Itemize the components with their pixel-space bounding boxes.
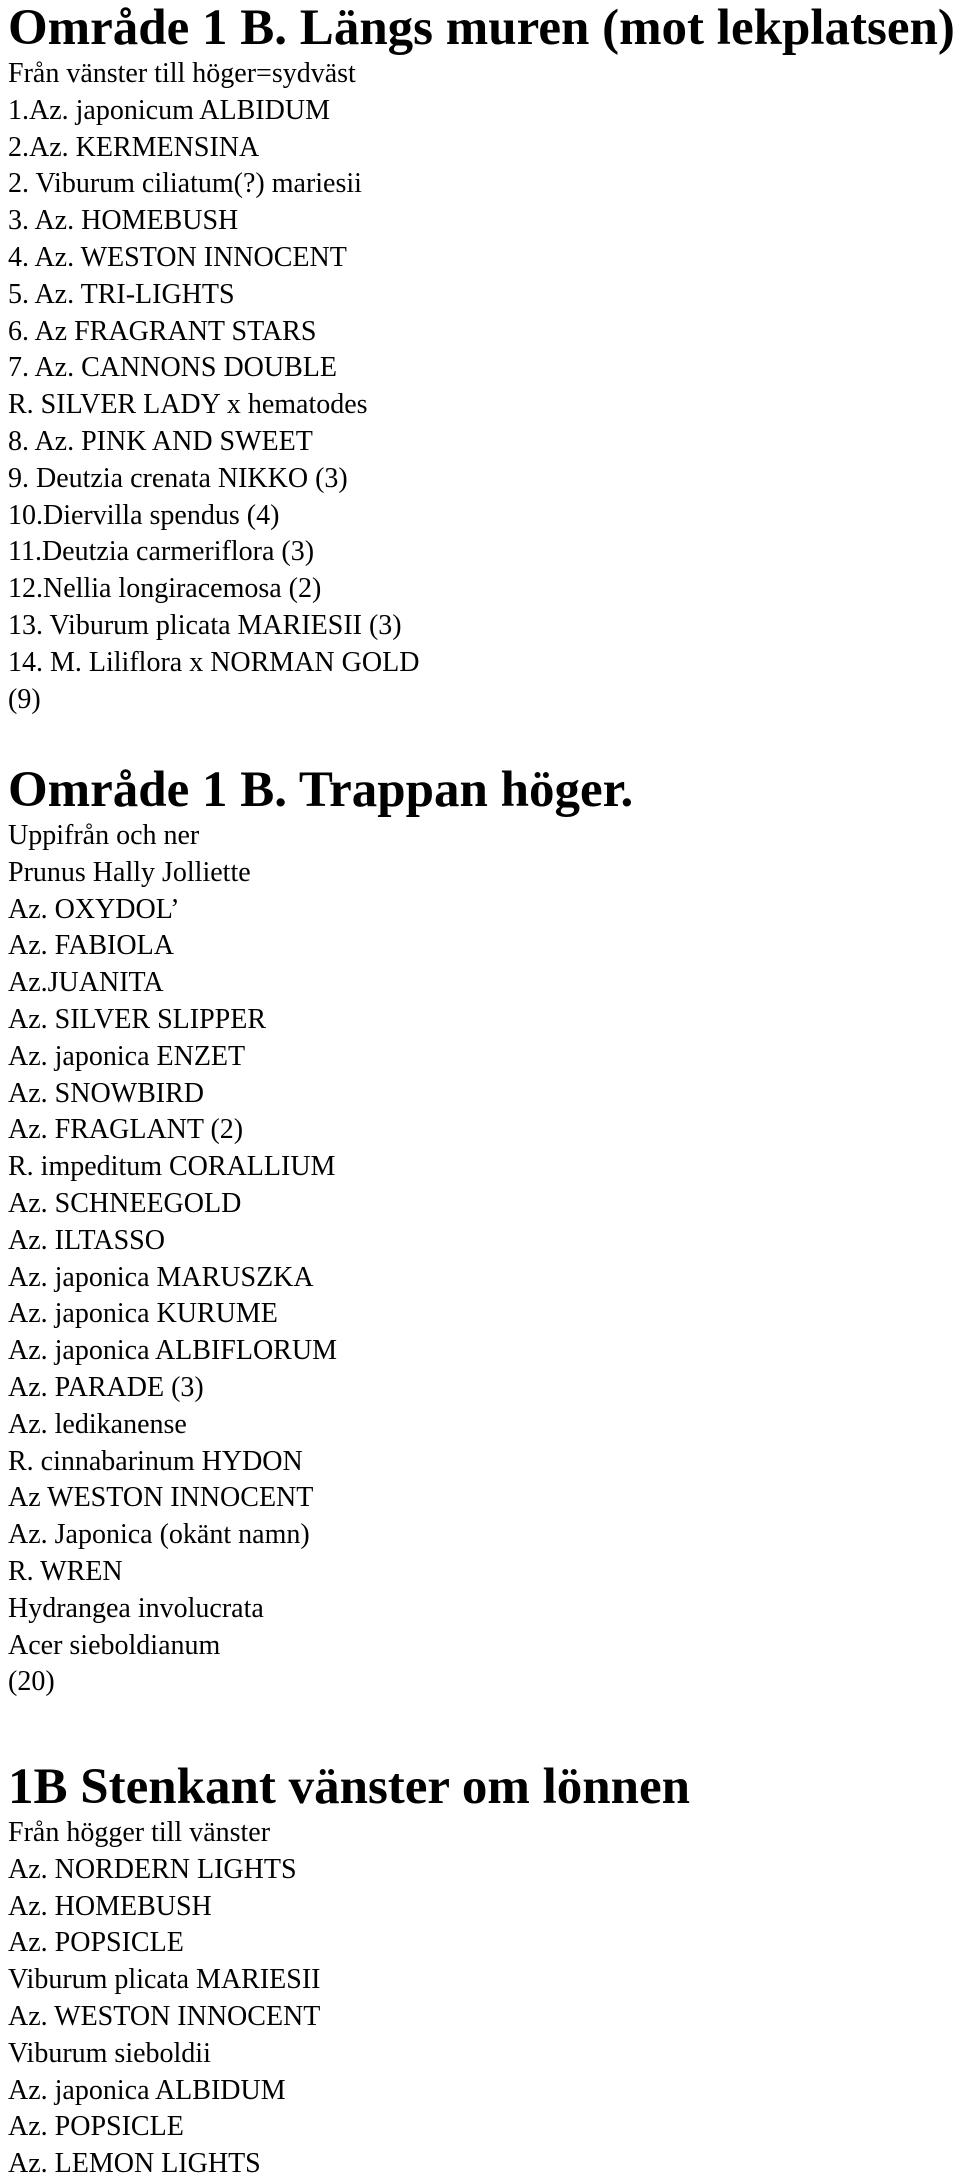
list-item: R. SILVER LADY x hematodes bbox=[8, 389, 368, 421]
list-item: 6. Az FRAGRANT STARS bbox=[8, 315, 317, 347]
list-item: Az. WESTON INNOCENT bbox=[8, 2000, 321, 2032]
list-item: Uppifrån och ner bbox=[8, 820, 200, 851]
list-item: Az. SNOWBIRD bbox=[8, 1077, 204, 1109]
list-item: 4. Az. WESTON INNOCENT bbox=[8, 241, 347, 273]
section-title: Område 1 B. Längs muren (mot lekplatsen) bbox=[8, 0, 955, 56]
list-item: Az. PARADE (3) bbox=[8, 1371, 204, 1403]
list-item: 2.Az. KERMENSINA bbox=[8, 131, 260, 163]
plant-list bbox=[8, 1815, 690, 2183]
list-item: Viburum sieboldii bbox=[8, 2037, 211, 2069]
list-item: Från högger till vänster bbox=[8, 1817, 271, 1848]
plant-list bbox=[8, 56, 955, 718]
section-title: Område 1 B. Trappan höger. bbox=[8, 762, 634, 818]
list-item: (20) bbox=[8, 1666, 55, 1698]
section-langs-muren bbox=[8, 0, 955, 718]
list-item: Az. japonica ALBIFLORUM bbox=[8, 1335, 337, 1367]
list-item: Az. FABIOLA bbox=[8, 930, 174, 962]
list-item: Az. japonica KURUME bbox=[8, 1298, 278, 1330]
list-item: Az. POPSICLE bbox=[8, 2111, 184, 2143]
list-item: Az. LEMON LIGHTS bbox=[8, 2148, 261, 2180]
list-item: 10.Diervilla spendus (4) bbox=[8, 499, 280, 531]
list-item: 1.Az. japonicum ALBIDUM bbox=[8, 94, 330, 126]
list-item: Az. HOMEBUSH bbox=[8, 1890, 212, 1922]
list-item: Az. japonica ALBIDUM bbox=[8, 2074, 286, 2106]
list-item: 14. M. Liliflora x NORMAN GOLD bbox=[8, 646, 420, 678]
list-item: 5. Az. TRI-LIGHTS bbox=[8, 278, 235, 310]
list-item: 9. Deutzia crenata NIKKO (3) bbox=[8, 462, 348, 494]
list-item: Från vänster till höger=sydväst bbox=[8, 58, 356, 89]
list-item: Acer sieboldianum bbox=[8, 1629, 221, 1661]
list-item: Az. ledikanense bbox=[8, 1408, 187, 1440]
list-item: Viburum plicata MARIESII bbox=[8, 1964, 321, 1996]
list-item: Az. POPSICLE bbox=[8, 1927, 184, 1959]
list-item: Prunus Hally Jolliette bbox=[8, 856, 251, 888]
list-item: Az. NORDERN LIGHTS bbox=[8, 1853, 297, 1885]
list-item: Az. SCHNEEGOLD bbox=[8, 1187, 242, 1219]
list-item: Az WESTON INNOCENT bbox=[8, 1482, 314, 1514]
list-item: Hydrangea involucrata bbox=[8, 1592, 264, 1624]
list-item: 12.Nellia longiracemosa (2) bbox=[8, 573, 322, 605]
list-item: Az. ILTASSO bbox=[8, 1224, 165, 1256]
list-item: R. cinnabarinum HYDON bbox=[8, 1445, 303, 1477]
list-item: 3. Az. HOMEBUSH bbox=[8, 205, 239, 237]
list-item: 13. Viburum plicata MARIESII (3) bbox=[8, 609, 402, 641]
section-trappan-hoger bbox=[8, 762, 633, 1701]
list-item: (9) bbox=[8, 683, 41, 715]
section-title: 1B Stenkant vänster om lönnen bbox=[8, 1759, 691, 1815]
list-item: Az. japonica MARUSZKA bbox=[8, 1261, 314, 1293]
list-item: Az. japonica ENZET bbox=[8, 1040, 246, 1072]
list-item: R. impeditum CORALLIUM bbox=[8, 1151, 336, 1183]
list-item: Az. SILVER SLIPPER bbox=[8, 1003, 267, 1035]
list-item: Az. FRAGLANT (2) bbox=[8, 1114, 244, 1146]
list-item: Az. Japonica (okänt namn) bbox=[8, 1519, 310, 1551]
list-item: Az. OXYDOL’ bbox=[8, 893, 180, 925]
list-item: 11.Deutzia carmeriflora (3) bbox=[8, 536, 315, 568]
list-item: 8. Az. PINK AND SWEET bbox=[8, 425, 313, 457]
section-stenkant bbox=[8, 1759, 690, 2183]
list-item: R. WREN bbox=[8, 1555, 123, 1587]
list-item: 2. Viburum ciliatum(?) mariesii bbox=[8, 168, 362, 200]
list-item: 7. Az. CANNONS DOUBLE bbox=[8, 352, 337, 384]
plant-list bbox=[8, 818, 633, 1701]
list-item: Az.JUANITA bbox=[8, 967, 164, 999]
